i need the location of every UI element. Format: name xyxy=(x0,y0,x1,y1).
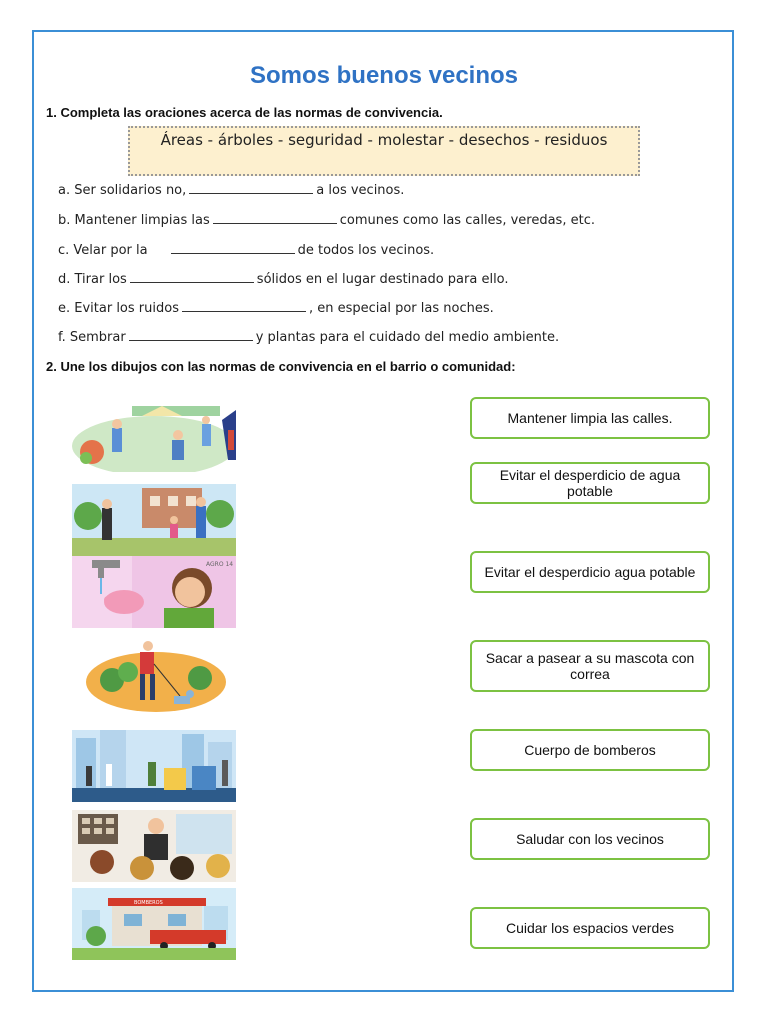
neighbors-meeting-illustration[interactable] xyxy=(72,810,236,882)
sentence-d-start: d. Tirar los xyxy=(58,272,127,287)
fire-station-image xyxy=(72,888,236,960)
street-cleaning-image xyxy=(72,730,236,802)
people-gardening-illustration[interactable] xyxy=(72,400,236,472)
neighbors-meeting-image xyxy=(72,810,236,882)
blank-b[interactable] xyxy=(213,211,337,224)
sentence-b-end: comunes como las calles, veredas, etc. xyxy=(339,213,595,228)
fire-station-illustration[interactable] xyxy=(72,888,236,960)
blank-e[interactable] xyxy=(182,299,306,312)
option-green-spaces[interactable] xyxy=(470,907,710,949)
sentence-a xyxy=(58,181,404,198)
blank-d[interactable] xyxy=(130,270,254,283)
blank-a[interactable] xyxy=(189,181,313,194)
sentence-b xyxy=(58,211,595,228)
street-cleaning-illustration[interactable] xyxy=(72,730,236,802)
sentence-f xyxy=(58,328,559,345)
people-gardening-image xyxy=(72,400,236,472)
sentence-f-end: y plantas para el cuidado del medio ambiente. xyxy=(255,330,560,345)
sentence-a-start: a. Ser solidarios no, xyxy=(58,183,187,198)
blank-c[interactable] xyxy=(171,241,295,254)
stamp-text: AGRO 14 xyxy=(206,561,234,568)
sentence-c-end: de todos los vecinos. xyxy=(297,243,435,258)
word-bank xyxy=(128,126,640,176)
option-walk-pet[interactable] xyxy=(470,640,710,692)
blank-f[interactable] xyxy=(129,328,253,341)
option-clean-streets[interactable] xyxy=(470,397,710,439)
tap-water-piggybank-illustration[interactable] xyxy=(72,556,236,628)
option-green-spaces-text: Cuidar los espacios verdes xyxy=(505,920,675,936)
sentence-d xyxy=(58,270,509,287)
option-clean-streets-text: Mantener limpia las calles. xyxy=(507,410,673,426)
sentence-e xyxy=(58,299,494,316)
tap-water-piggybank-image xyxy=(72,556,236,628)
sentence-c-start: c. Velar por la xyxy=(58,243,148,258)
sentence-c xyxy=(58,241,434,258)
question-1-heading: 1. Completa las oraciones acerca de las normas de convivencia. xyxy=(46,105,443,120)
walking-dog-image xyxy=(72,640,236,712)
sentence-e-end: , en especial por las noches. xyxy=(308,301,494,316)
word-bank-text: Áreas - árboles - seguridad - molestar - desechos - residuos xyxy=(160,131,608,149)
page-title: Somos buenos vecinos xyxy=(249,62,519,89)
option-save-water[interactable] xyxy=(470,462,710,504)
option-greet-neighbors-text: Saludar con los vecinos xyxy=(516,831,664,847)
option-walk-pet-text: Sacar a pasear a su mascota con correa xyxy=(485,650,695,682)
greeting-neighbors-image xyxy=(72,484,236,556)
option-greet-neighbors[interactable] xyxy=(470,818,710,860)
option-firefighters-text: Cuerpo de bomberos xyxy=(524,742,656,758)
option-firefighters[interactable] xyxy=(470,729,710,771)
sentence-e-start: e. Evitar los ruidos xyxy=(58,301,179,316)
greeting-neighbors-illustration[interactable] xyxy=(72,484,236,556)
sentence-a-end: a los vecinos. xyxy=(316,183,405,198)
walking-dog-illustration[interactable] xyxy=(72,640,236,712)
option-save-water-2-text: Evitar el desperdicio agua potable xyxy=(484,564,696,580)
sentence-b-start: b. Mantener limpias las xyxy=(58,213,210,228)
sentence-f-start: f. Sembrar xyxy=(58,330,126,345)
sentence-d-end: sólidos en el lugar destinado para ello. xyxy=(256,272,509,287)
question-2-heading: 2. Une los dibujos con las normas de convivencia en el barrio o comunidad: xyxy=(46,359,516,374)
option-save-water-text: Evitar el desperdicio de agua potable xyxy=(499,467,681,499)
option-save-water-2[interactable] xyxy=(470,551,710,593)
fire-station-sign: BOMBEROS xyxy=(134,900,163,906)
